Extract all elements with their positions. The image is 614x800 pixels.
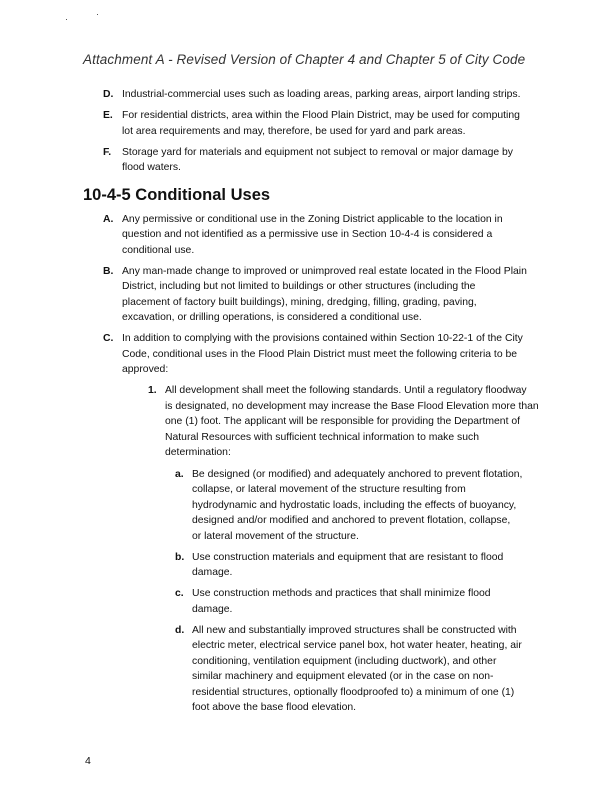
text-line: Natural Resources with sufficient technical information to make such	[165, 431, 479, 443]
text-line: one (1) foot. The applicant will be responsible for providing the Department of	[165, 416, 521, 428]
text-line: In addition to complying with the provisions contained within Section 10-22-1 of the City	[122, 333, 523, 345]
text-line: determination:	[165, 447, 231, 459]
text-line: Any permissive or conditional use in the Zoning District applicable to the location in	[122, 213, 503, 225]
text-line: conditional use.	[122, 244, 195, 256]
list-item	[0, 264, 614, 326]
text-line: collapse, or lateral movement of the structure resulting from	[192, 484, 466, 496]
list-item	[0, 145, 614, 176]
scan-speck	[97, 14, 98, 15]
page-number: 4	[85, 755, 91, 767]
text-line: placement of factory built buildings), mining, dredging, filling, grading, paving,	[122, 296, 477, 308]
text-line: conditioning, ventilation equipment (including ductwork), and other	[192, 655, 497, 667]
text-line: For residential districts, area within the Flood Plain District, may be used for computing	[122, 110, 520, 122]
text-line: damage.	[192, 603, 233, 615]
text-line: approved:	[122, 364, 169, 376]
list-item	[0, 550, 614, 581]
list-item	[0, 586, 614, 617]
text-line: damage.	[192, 567, 233, 579]
text-line: Code, conditional uses in the Flood Plain District must meet the following criteria to be	[122, 348, 518, 360]
text-line: Industrial-commercial uses such as loading areas, parking areas, airport landing strips.	[122, 89, 521, 100]
list-item-label: a.	[175, 468, 184, 480]
text-line: flood waters.	[122, 162, 181, 174]
text-line: Use construction methods and practices that shall minimize flood	[192, 588, 491, 600]
text-line: All development shall meet the following standards. Until a regulatory floodway	[165, 385, 527, 397]
list-item	[0, 331, 614, 378]
text-line: foot above the base flood elevation.	[192, 702, 357, 714]
list-item-label: B.	[103, 265, 114, 277]
list-item-label: F.	[103, 146, 112, 158]
text-line: designed and/or modified and anchored to prevent flotation, collapse,	[192, 515, 511, 527]
list-item	[0, 108, 614, 139]
list-item-label: A.	[103, 213, 114, 225]
list-item-label: b.	[175, 551, 185, 563]
list-item	[0, 87, 614, 103]
list-item	[0, 623, 614, 716]
conditional-uses-list	[0, 212, 614, 378]
text-line: is designated, no development may increase the Base Flood Elevation more than	[165, 400, 539, 412]
text-line: hydrodynamic and hydrostatic loads, including the effects of buoyancy,	[192, 499, 517, 511]
scan-speck	[66, 19, 67, 20]
text-line: Use construction materials and equipment that are resistant to flood	[192, 551, 504, 563]
text-line: Storage yard for materials and equipment not subject to removal or major damage by	[122, 146, 514, 158]
list-item	[0, 383, 614, 461]
text-line: All new and substantially improved structures shall be constructed with	[192, 624, 517, 636]
text-line: Any man-made change to improved or unimproved real estate located in the Flood Plain	[122, 265, 527, 277]
list-item-label: C.	[103, 333, 114, 345]
text-line: lot area requirements and may, therefore, be used for yard and park areas.	[122, 125, 466, 137]
section-heading: 10-4-5 Conditional Uses	[83, 185, 271, 204]
list-item-label: D.	[103, 89, 114, 100]
list-item	[0, 467, 614, 545]
list-item-label: d.	[175, 624, 185, 636]
list-item	[0, 212, 614, 259]
text-line: Be designed (or modified) and adequately anchored to prevent flotation,	[192, 468, 523, 480]
document-header: Attachment A - Revised Version of Chapter 4 and Chapter 5 of City Code	[83, 52, 526, 67]
text-line: similar machinery and equipment elevated (or in the case on non-	[192, 671, 494, 683]
text-line: or lateral movement of the structure.	[192, 530, 359, 542]
text-line: residential structures, optionally floodproofed to) a minimum of one (1)	[192, 686, 515, 698]
text-line: excavation, or drilling operations, is considered a conditional use.	[122, 312, 422, 324]
document-body	[0, 87, 614, 721]
criteria-list	[0, 383, 614, 461]
permitted-uses-list	[0, 87, 614, 176]
text-line: question and not identified as a permissive use in Section 10-4-4 is considered a	[122, 229, 493, 241]
standards-list	[0, 467, 614, 716]
list-item-label: 1.	[148, 385, 157, 397]
list-item-label: c.	[175, 588, 184, 600]
text-line: District, including but not limited to buildings or other structures (including the	[122, 281, 476, 293]
text-line: electric meter, electrical service panel box, hot water heater, heating, air	[192, 640, 522, 652]
list-item-label: E.	[103, 110, 113, 122]
